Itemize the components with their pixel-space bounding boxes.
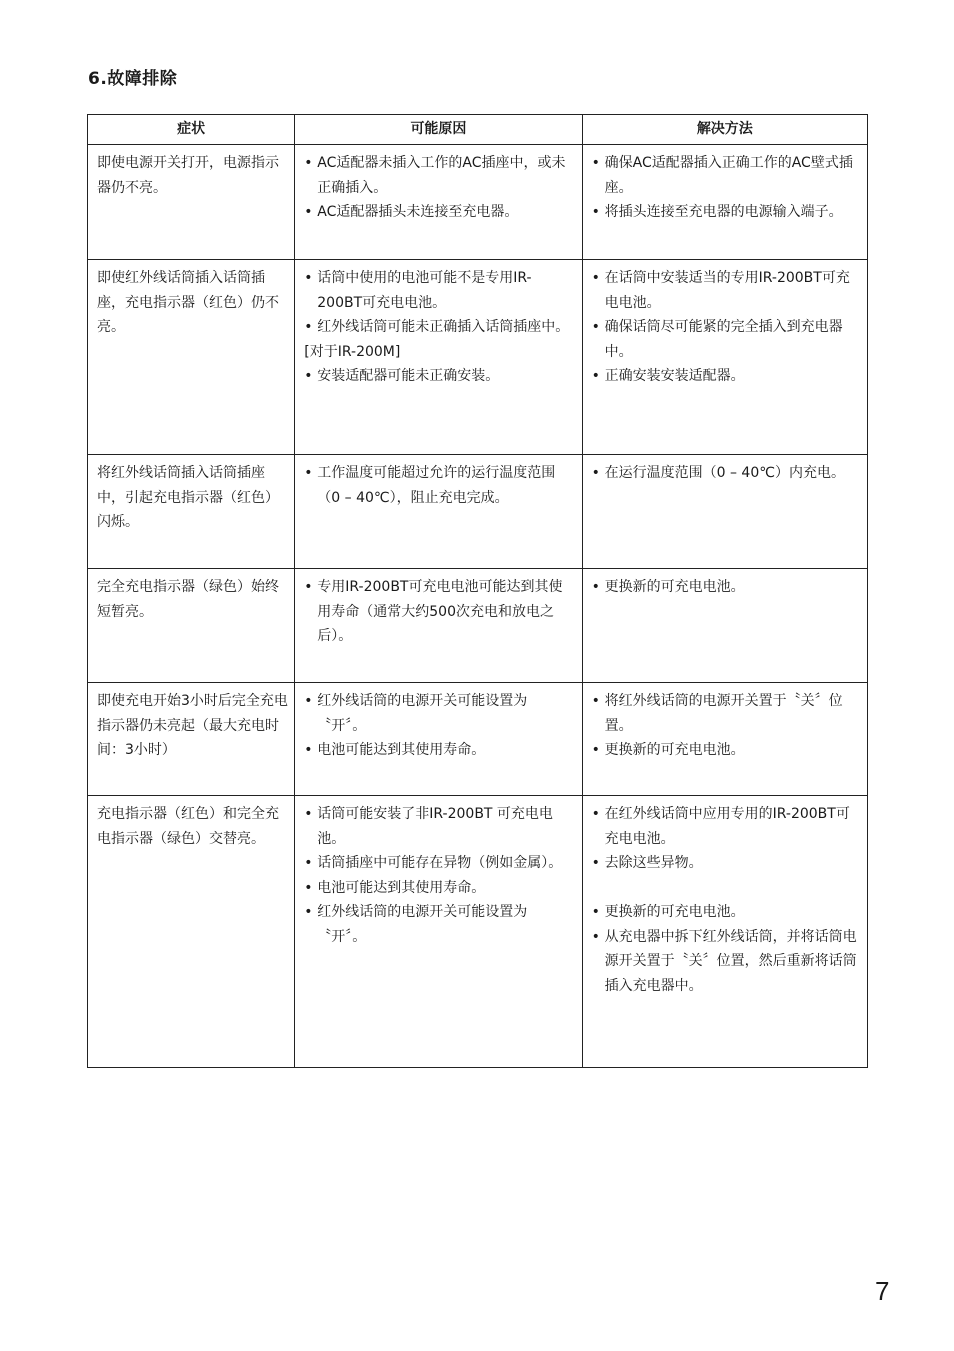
bullet-icon: • — [304, 742, 313, 758]
cause-item-text: AC适配器插头未连接至充电器。 — [317, 204, 519, 220]
solution-item-text: 确保话筒尽可能紧的完全插入到充电器中。 — [604, 319, 843, 360]
solution-item — [592, 364, 861, 389]
cause-item — [304, 315, 575, 340]
table-row — [88, 145, 868, 260]
bullet-icon: • — [591, 806, 600, 822]
troubleshooting-table — [87, 114, 868, 1068]
solution-item — [592, 689, 861, 738]
solution-item — [592, 461, 861, 486]
bullet-icon: • — [304, 879, 313, 896]
solution-cell — [582, 455, 867, 569]
header-cause: 可能原因 — [295, 115, 582, 145]
cause-item — [304, 851, 575, 876]
bullet-icon: • — [304, 465, 313, 481]
symptom-cell — [88, 569, 295, 683]
symptom-text: 即使红外线话筒插入话筒插座，充电指示器（红色）仍不亮。 — [97, 270, 279, 335]
solution-item-text: 去除这些异物。 — [604, 855, 703, 871]
solution-cell — [582, 683, 867, 796]
header-symptom: 症状 — [88, 115, 295, 145]
page-number: 7 — [875, 1276, 890, 1306]
bullet-icon: • — [591, 904, 600, 920]
cause-cell — [295, 260, 582, 455]
cause-item — [304, 340, 575, 365]
bullet-icon: • — [591, 465, 600, 481]
cause-item — [304, 151, 575, 200]
solution-item-text: 在话筒中安装适当的专用IR-200BT可充电电池。 — [604, 270, 850, 311]
cause-item — [304, 461, 575, 510]
solution-item — [592, 925, 861, 999]
solution-cell — [582, 145, 867, 260]
bullet-icon: • — [304, 204, 313, 220]
cause-item — [304, 802, 575, 851]
symptom-cell — [88, 145, 295, 260]
solution-item-text: 更换新的可充电电池。 — [604, 904, 745, 920]
solution-item — [592, 802, 861, 851]
bullet-icon: • — [304, 806, 313, 822]
table-row — [88, 683, 868, 796]
cause-item — [304, 876, 575, 901]
bullet-icon: • — [591, 693, 600, 709]
solution-item-text: 更换新的可充电电池。 — [604, 579, 745, 595]
cause-item-text: 红外线话筒的电源开关可能设置为〝开〞。 — [317, 904, 528, 945]
table-body — [88, 145, 868, 1068]
cause-cell — [295, 145, 582, 260]
symptom-text: 即使电源开关打开，电源指示器仍不亮。 — [97, 155, 279, 196]
bullet-icon: • — [591, 742, 600, 758]
cause-item-text: AC适配器未插入工作的AC插座中，或未正确插入。 — [317, 155, 566, 196]
bullet-icon: • — [591, 319, 600, 335]
cause-item — [304, 575, 575, 649]
solution-item-text: 确保AC适配器插入正确工作的AC壁式插座。 — [604, 155, 853, 196]
cause-item — [304, 200, 575, 225]
solution-cell — [582, 569, 867, 683]
table-row — [88, 796, 868, 1068]
symptom-text: 即使充电开始3小时后完全充电指示器仍未亮起（最大充电时间：3小时） — [97, 693, 288, 758]
solution-item — [592, 900, 861, 925]
section-title: 6.故障排除 — [88, 69, 178, 89]
bullet-icon: • — [591, 855, 600, 871]
symptom-text: 完全充电指示器（绿色）始终短暂亮。 — [97, 579, 279, 620]
solution-item — [592, 315, 861, 364]
symptom-cell — [88, 796, 295, 1068]
header-solution: 解决方法 — [582, 115, 867, 145]
symptom-cell — [88, 683, 295, 796]
cause-item-text: 专用IR-200BT可充电电池可能达到其使用寿命（通常大约500次充电和放电之后）。 — [317, 579, 563, 644]
table-row — [88, 569, 868, 683]
bullet-icon: • — [304, 855, 313, 871]
cause-item-text: 电池可能达到其使用寿命。 — [317, 742, 486, 758]
solution-item — [592, 266, 861, 315]
bullet-icon: • — [591, 368, 600, 384]
spacer — [592, 876, 861, 901]
cause-item-text: 安装适配器可能未正确安装。 — [317, 368, 500, 384]
cause-item-text: 话筒可能安装了非IR-200BT 可充电电池。 — [317, 806, 553, 847]
cause-item-text: 话筒插座中可能存在异物（例如金属）。 — [317, 855, 563, 871]
table-row — [88, 455, 868, 569]
bullet-icon: • — [304, 579, 313, 595]
solution-cell — [582, 260, 867, 455]
solution-item — [592, 851, 861, 876]
solution-cell — [582, 796, 867, 1068]
cause-cell — [295, 683, 582, 796]
symptom-text: 将红外线话筒插入话筒插座中，引起充电指示器（红色）闪烁。 — [97, 465, 279, 530]
cause-cell — [295, 455, 582, 569]
solution-item — [592, 575, 861, 600]
bullet-icon: • — [304, 368, 313, 384]
bullet-icon: • — [304, 904, 313, 920]
cause-item — [304, 364, 575, 389]
solution-item-text: 正确安装安装适配器。 — [604, 368, 745, 384]
cause-item-text: 红外线话筒的电源开关可能设置为〝开〞。 — [317, 693, 528, 734]
cause-item-text: 话筒中使用的电池可能不是专用IR-200BT可充电电池。 — [317, 270, 532, 311]
cause-item — [304, 689, 575, 738]
bullet-icon: • — [304, 319, 313, 335]
cause-item — [304, 738, 575, 763]
bullet-icon: • — [591, 579, 600, 595]
solution-item-text: 在红外线话筒中应用专用的IR-200BT可充电电池。 — [604, 806, 850, 847]
cause-item-text: 红外线话筒可能未正确插入话筒插座中。 — [317, 319, 570, 335]
cause-cell — [295, 569, 582, 683]
cause-cell — [295, 796, 582, 1068]
solution-item — [592, 738, 861, 763]
cause-item-text: 工作温度可能超过允许的运行温度范围（0 – 40℃），阻止充电完成。 — [317, 465, 556, 506]
bullet-icon: • — [591, 270, 600, 286]
symptom-text: 充电指示器（红色）和完全充电指示器（绿色）交替亮。 — [97, 806, 279, 847]
cause-item — [304, 900, 575, 949]
cause-item-text: [对于IR-200M] — [304, 343, 401, 360]
bullet-icon: • — [304, 270, 313, 286]
solution-item — [592, 151, 861, 200]
bullet-icon: • — [304, 155, 313, 171]
table-header-row — [88, 115, 868, 145]
bullet-icon: • — [591, 928, 600, 945]
solution-item — [592, 200, 861, 225]
solution-item-text: 更换新的可充电电池。 — [604, 742, 745, 758]
solution-item-text: 从充电器中拆下红外线话筒，并将话筒电源开关置于〝关〞位置，然后重新将话筒插入充电器中。 — [604, 928, 857, 994]
bullet-icon: • — [591, 155, 600, 171]
solution-item-text: 在运行温度范围（0 – 40℃）内充电。 — [604, 465, 845, 481]
solution-item-text: 将红外线话筒的电源开关置于〝关〞位置。 — [604, 693, 843, 734]
solution-item-text: 将插头连接至充电器的电源输入端子。 — [604, 204, 843, 220]
table-row — [88, 260, 868, 455]
cause-item — [304, 266, 575, 315]
cause-item-text: 电池可能达到其使用寿命。 — [317, 879, 486, 896]
bullet-icon: • — [304, 693, 313, 709]
bullet-icon: • — [591, 204, 600, 220]
symptom-cell — [88, 260, 295, 455]
symptom-cell — [88, 455, 295, 569]
